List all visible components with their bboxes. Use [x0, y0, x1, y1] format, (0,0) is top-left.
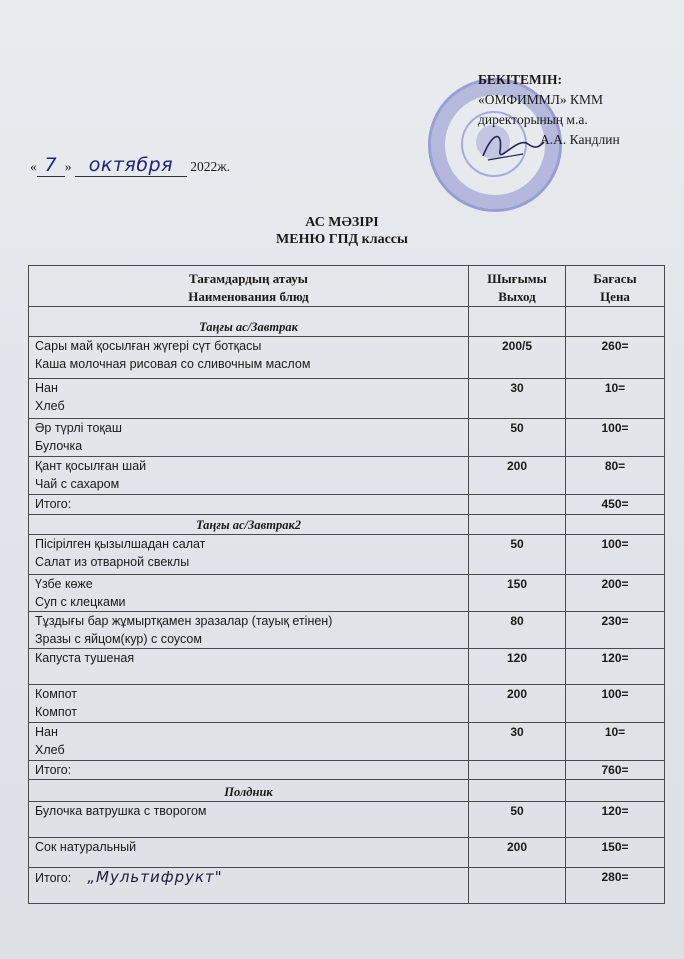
dish-name-cell [29, 838, 469, 868]
section-title: Таңғы ас/Завтрак [29, 307, 469, 337]
price-cell: 100= [566, 685, 665, 723]
output-cell: 50 [469, 535, 566, 575]
header-price-ru: Цена [600, 289, 630, 304]
approval-title: БЕКІТЕМІН: [478, 72, 562, 87]
header-output-ru: Выход [498, 289, 536, 304]
table-row [29, 838, 665, 868]
dish-name-ru: Чай с сахаром [35, 477, 120, 491]
output-cell [469, 868, 566, 904]
header-output-kz: Шығымы [487, 271, 547, 286]
dish-name-kz: Компот [35, 687, 77, 701]
output-cell: 30 [469, 723, 566, 761]
dish-name-kz: Итого: [35, 763, 72, 777]
section-title: Таңғы ас/Завтрак2 [29, 515, 469, 535]
price-cell: 260= [566, 337, 665, 379]
section-title: Полдник [29, 780, 469, 802]
table-row [29, 802, 665, 838]
dish-name-cell [29, 649, 469, 685]
dish-name-kz: Итого: [35, 497, 72, 511]
price-cell: 280= [566, 868, 665, 904]
table-row [29, 723, 665, 761]
output-cell: 30 [469, 379, 566, 419]
dish-name-cell [29, 535, 469, 575]
output-cell: 50 [469, 802, 566, 838]
price-cell: 80= [566, 457, 665, 495]
output-cell: 120 [469, 649, 566, 685]
price-cell: 150= [566, 838, 665, 868]
table-header [29, 266, 665, 307]
date-month: октября [75, 154, 187, 177]
dish-name-cell [29, 761, 469, 780]
dish-name-ru: Зразы с яйцом(кур) с соусом [35, 632, 202, 646]
dish-name-cell [29, 612, 469, 649]
dish-name-kz: Капуста тушеная [35, 651, 135, 665]
price-cell: 10= [566, 379, 665, 419]
dish-name-cell [29, 868, 469, 904]
dish-name-kz: Нан [35, 725, 58, 739]
dish-name-cell [29, 802, 469, 838]
dish-name-ru: Каша молочная рисовая со сливочным маслом [35, 357, 311, 371]
section-output-cell [469, 515, 566, 535]
dish-name-cell [29, 337, 469, 379]
date-day: 7 [37, 154, 65, 177]
table-row [29, 685, 665, 723]
output-cell: 80 [469, 612, 566, 649]
section-price-cell [566, 515, 665, 535]
price-cell: 100= [566, 535, 665, 575]
table-row [29, 575, 665, 612]
dish-name-cell [29, 419, 469, 457]
date-line [30, 154, 230, 177]
price-cell: 760= [566, 761, 665, 780]
header-name [29, 266, 469, 307]
dish-name-ru: Хлеб [35, 743, 65, 757]
price-cell: 10= [566, 723, 665, 761]
menu-subtitle: МЕНЮ ГПД классы [276, 232, 408, 247]
approval-position: директорының м.а. [478, 112, 588, 127]
menu-title: АС МӘЗІРІ [305, 215, 379, 230]
dish-name-ru: Булочка [35, 439, 83, 453]
section-row [29, 307, 665, 337]
table-row [29, 457, 665, 495]
table-row [29, 612, 665, 649]
dish-name-kz: Сары май қосылған жүгері сүт ботқасы [35, 339, 262, 353]
output-cell [469, 761, 566, 780]
dish-name-cell [29, 685, 469, 723]
dish-name-cell [29, 723, 469, 761]
dish-name-kz: Пісірілген қызылшадан салат [35, 537, 206, 551]
dish-name-cell [29, 575, 469, 612]
header-name-kz: Тағамдардың атауы [189, 271, 308, 286]
table-row [29, 495, 665, 515]
section-output-cell [469, 307, 566, 337]
output-cell: 200 [469, 457, 566, 495]
section-output-cell [469, 780, 566, 802]
dish-name-ru: Компот [35, 705, 77, 719]
approval-name: А.А. Кандлин [540, 132, 620, 147]
dish-name-ru: Салат из отварной свеклы [35, 555, 190, 569]
table-row [29, 649, 665, 685]
header-output [469, 266, 566, 307]
output-cell [469, 495, 566, 515]
section-row [29, 515, 665, 535]
header-price [566, 266, 665, 307]
price-cell: 120= [566, 649, 665, 685]
header-price-kz: Бағасы [593, 271, 637, 286]
price-cell: 200= [566, 575, 665, 612]
dish-name-kz: Булочка ватрушка с творогом [35, 804, 207, 818]
dish-name-cell [29, 495, 469, 515]
table-row [29, 379, 665, 419]
output-cell: 150 [469, 575, 566, 612]
table-row [29, 337, 665, 379]
dish-name-cell [29, 457, 469, 495]
output-cell: 200 [469, 838, 566, 868]
dish-name-kz: Үзбе көже [35, 577, 93, 591]
section-price-cell [566, 307, 665, 337]
price-cell: 120= [566, 802, 665, 838]
price-cell: 230= [566, 612, 665, 649]
table-row [29, 419, 665, 457]
dish-name-ru: Хлеб [35, 399, 65, 413]
menu-table [28, 265, 665, 904]
date-year: 2022ж. [190, 159, 230, 174]
price-cell: 450= [566, 495, 665, 515]
output-cell: 200 [469, 685, 566, 723]
price-cell: 100= [566, 419, 665, 457]
dish-name-kz: Әр түрлі тоқаш [35, 421, 122, 435]
dish-name-kz: Тұздығы бар жұмыртқамен зразалар (тауық етінен) [35, 614, 333, 628]
date-open-quote: « [30, 159, 37, 174]
dish-name-kz: Нан [35, 381, 58, 395]
date-close-quote: » [64, 159, 72, 174]
section-price-cell [566, 780, 665, 802]
approval-org: «ОМФИММЛ» КММ [478, 92, 604, 107]
table-row [29, 535, 665, 575]
section-row [29, 780, 665, 802]
output-cell: 200/5 [469, 337, 566, 379]
dish-name-cell [29, 379, 469, 419]
dish-name-kz: Қант қосылған шай [35, 459, 147, 473]
output-cell: 50 [469, 419, 566, 457]
signature [478, 126, 548, 166]
dish-name-kz: Сок натуральный [35, 840, 137, 854]
dish-name-ru: Суп с клецками [35, 595, 126, 609]
header-name-ru: Наименования блюд [188, 289, 309, 304]
dish-name-kz: Итого: [35, 871, 72, 885]
table-row [29, 761, 665, 780]
handwritten-note: „Мультифрукт" [87, 868, 223, 886]
table-row [29, 868, 665, 904]
